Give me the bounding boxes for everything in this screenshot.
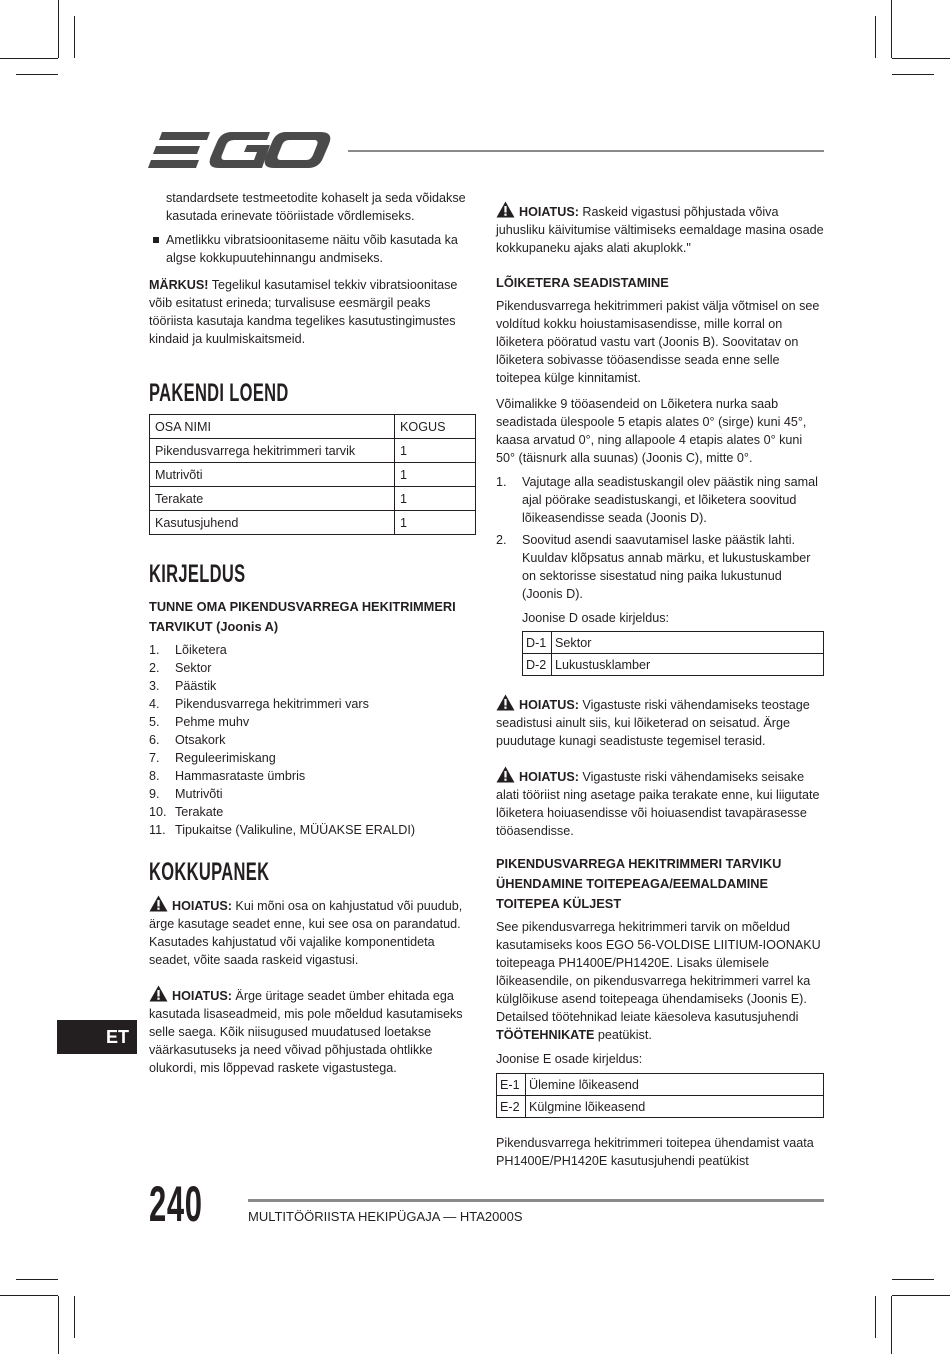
table-header-cell: OSA NIMI xyxy=(150,415,395,439)
list-item: 9. Mutrivõti xyxy=(149,787,223,801)
crop-mark xyxy=(0,1295,58,1296)
crop-mark xyxy=(58,1296,59,1354)
warning-text: Kui mõni osa on kahjustatud või puudub, ärge kasutage seadet enne, kui see osa on parandatud. Kasutades kahjustatud või vajalike komponentideta seadet, võite saada raskeid vigastusi. xyxy=(149,899,463,967)
attach-heading: PIKENDUSVARREGA HEKITRIMMERI TARVIKU ÜHENDAMINE TOITEPEAGA/EEMALDAMINE TOITEPEA KÜLJEST xyxy=(496,856,782,911)
table-cell: 1 xyxy=(395,487,476,511)
table-cell: D-1 xyxy=(523,632,552,654)
table-cell: Külgmine lõikeasend xyxy=(526,1096,824,1118)
crop-mark xyxy=(0,58,58,59)
crop-mark xyxy=(892,58,950,59)
table-row xyxy=(523,632,824,654)
page-number: 240 xyxy=(149,1176,203,1232)
table-header-cell: KOGUS xyxy=(395,415,476,439)
list-item: 2. Sektor xyxy=(149,661,212,675)
table-header-row xyxy=(150,415,476,439)
list-item: 11. Tipukaitse (Valikuline, MÜÜAKSE ERALDI) xyxy=(149,823,416,837)
list-item: 1. Lõiketera xyxy=(149,643,227,657)
left-column xyxy=(149,189,476,1086)
list-item: 4. Pikendusvarrega hekitrimmeri vars xyxy=(149,697,369,711)
list-item: 3. Päästik xyxy=(149,679,217,693)
table-cell: Sektor xyxy=(552,632,824,654)
warning-label: HOIATUS: xyxy=(519,770,579,784)
table-cell: E-1 xyxy=(497,1074,526,1096)
warning-triangle-icon xyxy=(496,694,515,711)
crop-mark xyxy=(892,74,934,75)
crop-mark xyxy=(891,0,892,58)
intro-continued: standardsete testmeetodite kohaselt ja seda võidakse kasutada erinevate tööriistade võrdlemiseks. xyxy=(166,191,466,223)
table-cell: Kasutusjuhend xyxy=(150,511,395,535)
attach-paragraph: See pikendusvarrega hekitrimmeri tarvik on mõeldud kasutamiseks koos EGO 56-VOLDISE LIITIUM-IOONAKU toitepeaga PH1400E/PH1420E. Lisaks ülemisele lõikeasendile, on pikendusvarrega hekitrimmeri varrel ka külglõikuse asend toitepeaga ühendamiseks (Joonis E). Detailsed töötehnikad leiate käesoleva kasutusjuhendi TÖÖTEHNIKATE peatükist. xyxy=(496,920,821,1042)
crop-mark xyxy=(891,1296,892,1354)
figure-e-table xyxy=(496,1073,824,1118)
crop-mark xyxy=(16,74,58,75)
crop-mark xyxy=(875,16,876,58)
crop-mark xyxy=(58,0,59,58)
warning-text: Raskeid vigastusi põhjustada võiva juhusliku käivitumise vältimiseks eemaldage masina osade kokkupaneku ajaks alati akuplokk." xyxy=(496,205,824,255)
list-item: 5. Pehme muhv xyxy=(149,715,250,729)
warning-label: HOIATUS: xyxy=(172,989,232,1003)
description-heading: KIRJELDUS xyxy=(149,560,246,588)
crop-mark xyxy=(74,1296,75,1338)
warning-paragraph xyxy=(496,694,824,750)
note-text: Tegelikul kasutamisel tekkiv vibratsioonitase võib esitatust erineda; turvalisuse eesmärgil peaks tööriista kasutaja kandma tegelikes kasutustingimustes kindaid ja kuulmiskaitsmeid. xyxy=(149,278,458,346)
table-row xyxy=(150,511,476,535)
svg-text:EGO: EGO xyxy=(148,128,151,129)
crop-mark xyxy=(892,1295,950,1296)
warning-triangle-icon xyxy=(149,895,168,912)
figure-e-caption: Joonise E osade kirjeldus: xyxy=(496,1052,643,1066)
bullet-text: Ametlikku vibratsioonitaseme näitu võib kasutada ka algse kokkupuutehinnangu andmiseks. xyxy=(166,233,458,265)
language-tab: ET xyxy=(57,1020,137,1054)
warning-triangle-icon xyxy=(496,201,515,218)
note-paragraph xyxy=(149,276,476,348)
table-row xyxy=(497,1074,824,1096)
table-cell: Pikendusvarrega hekitrimmeri tarvik xyxy=(150,439,395,463)
blade-paragraph-2: Võimalikke 9 tööasendeid on Lõiketera nurka saab seadistada ülespoole 5 etapis alates 0° (sirge) kuni 45°, kaasa arvatud 0°, ning allapoole 4 etapis alates 0° kuni 50° (täisnurk alla suunas) (Joonis C), mitte 0°. xyxy=(496,397,807,465)
table-cell: Lukustusklamber xyxy=(552,654,824,676)
table-row xyxy=(497,1096,824,1118)
list-item: 2. Soovitud asendi saavutamisel laske päästik lahti. Kuuldav klõpsatus annab märku, et lukustuskamber on sektorisse sisestatud ning paika lukustunud (Joonis D). xyxy=(496,533,811,601)
warning-text: Vigastuste riski vähendamiseks teostage seadistusi ainult siis, kui lõiketerad on seisatud. Ärge puudutage kunagi seadistuste tegemisel terasid. xyxy=(496,698,810,748)
figure-d-caption: Joonise D osade kirjeldus: xyxy=(522,611,670,625)
description-subheading: TUNNE OMA PIKENDUSVARREGA HEKITRIMMERI TARVIKUT (Joonis A) xyxy=(149,599,456,634)
table-cell: Ülemine lõikeasend xyxy=(526,1074,824,1096)
crop-mark xyxy=(16,1279,58,1280)
warning-text: Vigastuste riski vähendamiseks seisake alati tööriist ning asetage paika terakate enne, kui liigutate lõiketera hoiuasendisse või hoiuasendist tavapärasesse tööasendisse. xyxy=(496,770,820,838)
footer-rule xyxy=(248,1199,824,1202)
warning-paragraph xyxy=(496,766,824,840)
table-cell: Terakate xyxy=(150,487,395,511)
crop-mark xyxy=(74,16,75,58)
table-cell: E-2 xyxy=(497,1096,526,1118)
table-cell: 1 xyxy=(395,511,476,535)
warning-triangle-icon xyxy=(496,766,515,783)
warning-label: HOIATUS: xyxy=(519,205,579,219)
crop-mark xyxy=(875,1296,876,1338)
list-item: 1. Vajutage alla seadistuskangil olev päästik ning samal ajal pöörake seadistuskangi, et lõiketera soovitud lõikeasendisse seada (Joonis D). xyxy=(496,475,818,525)
list-item: 8. Hammasrataste ümbris xyxy=(149,769,306,783)
footer-title: MULTITÖÖRIISTA HEKIPÜGAJA — HTA2000S xyxy=(248,1209,523,1224)
bullet-square-icon xyxy=(153,237,159,243)
warning-label: HOIATUS: xyxy=(172,899,232,913)
assembly-heading: KOKKUPANEK xyxy=(149,858,270,886)
blade-heading: LÕIKETERA SEADISTAMINE xyxy=(496,275,669,290)
list-item: 7. Reguleerimiskang xyxy=(149,751,276,765)
packing-heading: PAKENDI LOEND xyxy=(149,379,289,407)
table-cell: Mutrivõti xyxy=(150,463,395,487)
table-row xyxy=(150,439,476,463)
closing-paragraph: Pikendusvarrega hekitrimmeri toitepea ühendamist vaata PH1400E/PH1420E kasutusjuhendi peatükist xyxy=(496,1136,814,1168)
ego-logo xyxy=(148,128,332,172)
table-cell: 1 xyxy=(395,463,476,487)
right-column xyxy=(496,201,824,1170)
warning-paragraph xyxy=(149,985,476,1077)
list-item: 10. Terakate xyxy=(149,805,224,819)
note-label: MÄRKUS! xyxy=(149,278,209,292)
crop-mark xyxy=(892,1279,934,1280)
table-row xyxy=(150,463,476,487)
table-row xyxy=(150,487,476,511)
table-row xyxy=(523,654,824,676)
warning-paragraph xyxy=(496,201,824,257)
header-rule xyxy=(348,150,824,152)
list-item: 6. Otsakork xyxy=(149,733,226,747)
packing-table xyxy=(149,414,476,535)
figure-d-table xyxy=(522,631,824,676)
warning-label: HOIATUS: xyxy=(519,698,579,712)
parts-list xyxy=(149,641,476,839)
table-cell: D-2 xyxy=(523,654,552,676)
steps-list xyxy=(496,473,824,603)
warning-paragraph xyxy=(149,895,476,969)
blade-paragraph-1: Pikendusvarrega hekitrimmeri pakist välja võtmisel on see voldítud kokku hoiustamisasendisse, mille korral on lõiketera pööratud vastu vart (Joonis B). Soovitatav on lõiketera sobivasse tööasendisse seada enne selle toitepea külge kinnitamist. xyxy=(496,299,820,385)
bullet-item xyxy=(149,231,476,267)
warning-text: Ärge üritage seadet ümber ehitada ega kasutada lisaseadmeid, mis pole mõeldud kasutamiseks selle saega. Kõik niisugused muudatused loetakse väärkasutuseks ja need võivad põhjustada ohtlikke olukordi, mis lõppevad raskete vigastustega. xyxy=(149,989,463,1075)
warning-triangle-icon xyxy=(149,985,168,1002)
table-cell: 1 xyxy=(395,439,476,463)
